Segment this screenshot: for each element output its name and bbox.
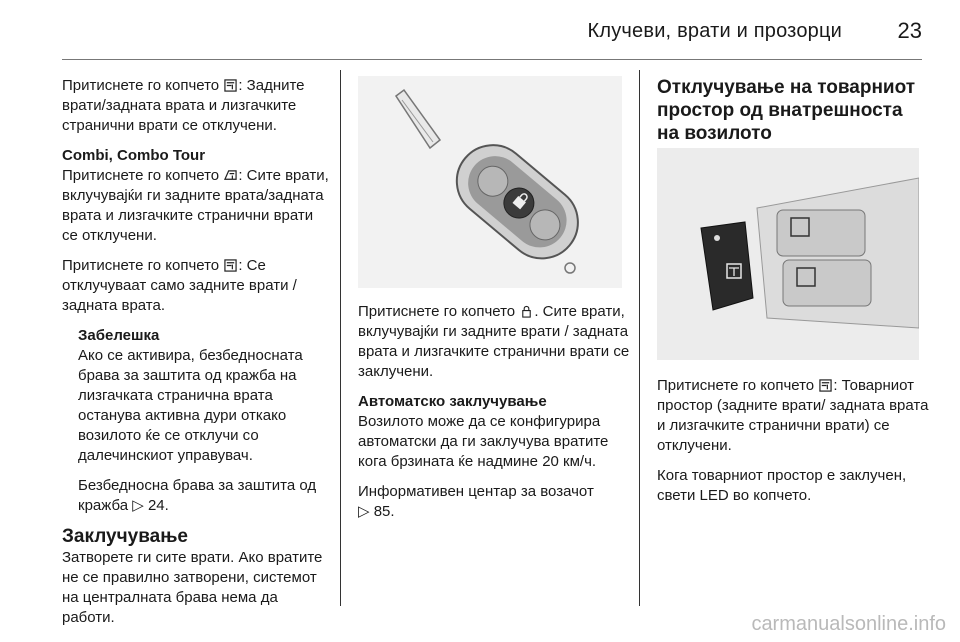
key-fob-illustration bbox=[358, 76, 622, 288]
page-ref-link[interactable]: 24. bbox=[147, 497, 169, 514]
column-2 bbox=[358, 302, 630, 532]
watermark: carmanualsonline.info bbox=[751, 613, 946, 635]
page-ref-arrow-icon: ▷ bbox=[132, 497, 144, 514]
section-cargo-unlock-title: Отклучување на товарниот простор од внатрешноста на возилото bbox=[657, 77, 916, 144]
section-locking-title: Заклучување bbox=[62, 526, 188, 547]
door-switch-figure bbox=[657, 148, 919, 360]
column-3-text bbox=[657, 376, 929, 516]
page-number: 23 bbox=[897, 18, 922, 43]
note-block bbox=[78, 326, 332, 516]
lock-icon bbox=[520, 305, 533, 318]
chapter-title: Клучеви, врати и прозорци bbox=[587, 20, 842, 42]
door-switch-illustration bbox=[657, 148, 919, 360]
all-doors-unlock-icon bbox=[224, 169, 237, 182]
rear-door-unlock-icon bbox=[224, 79, 237, 92]
note-text: Ако се активира, безбедносната брава за заштита од кражба на лизгачката странична врата останува активна дури откако возилото ќе се отклучи со далечинскиот управувач. bbox=[78, 347, 303, 464]
paragraph-auto-lock: Возилото може да се конфигурира автоматски да ги заклучува вратите кога брзината ќе надмине 20 км/ч. bbox=[358, 413, 609, 470]
column-1 bbox=[62, 76, 332, 638]
paragraph-lock: Притиснете го копчето . Сите врати, вклучувајќи ги задните врати / задната врата и лизгачките странични врати се заклучени. bbox=[358, 303, 630, 380]
paragraph-driver-info: Информативен центар за возачот ▷ 85. bbox=[358, 483, 594, 520]
paragraph-cargo-led: Кога товарниот простор е заклучен, свети LED во копчето. bbox=[657, 467, 907, 504]
heading-auto-lock: Автоматско заклучување bbox=[358, 393, 547, 410]
page-ref-arrow-icon: ▷ bbox=[358, 503, 370, 520]
key-fob-figure bbox=[358, 76, 622, 288]
rear-door-unlock-icon bbox=[224, 259, 237, 272]
paragraph-rear-only-unlock: Притиснете го копчето : Се отклучуваат само задните врати / задната врата. bbox=[62, 257, 297, 314]
column-3 bbox=[657, 76, 925, 157]
paragraph-all-unlock: Притиснете го копчето : Сите врати, вклучувајќи ги задните врата/задната врата и лизгачките странични врати се отклучени. bbox=[62, 167, 329, 244]
page-ref-link[interactable]: 85. bbox=[373, 503, 395, 520]
note-reference: Безбедносна брава за заштита од кражба ▷ 24. bbox=[78, 477, 317, 514]
column-divider-2 bbox=[639, 70, 640, 606]
section-locking-text: Затворете ги сите врати. Ако вратите не се правилно затворени, системот на централната брава нема да работи. bbox=[62, 549, 323, 626]
note-title: Забелешка bbox=[78, 327, 160, 344]
heading-combi: Combi, Combo Tour bbox=[62, 147, 206, 164]
column-divider-1 bbox=[340, 70, 341, 606]
paragraph-cargo-unlock: Притиснете го копчето : Товарниот простор (задните врати/ задната врата и лизгачките странични врати) се отклучени. bbox=[657, 377, 929, 454]
page-header bbox=[0, 0, 960, 62]
paragraph-rear-unlock: Притиснете го копчето : Задните врати/задната врата и лизгачките странични врати се отклучени. bbox=[62, 77, 305, 134]
rear-door-unlock-icon bbox=[819, 379, 832, 392]
header-divider bbox=[62, 59, 922, 60]
